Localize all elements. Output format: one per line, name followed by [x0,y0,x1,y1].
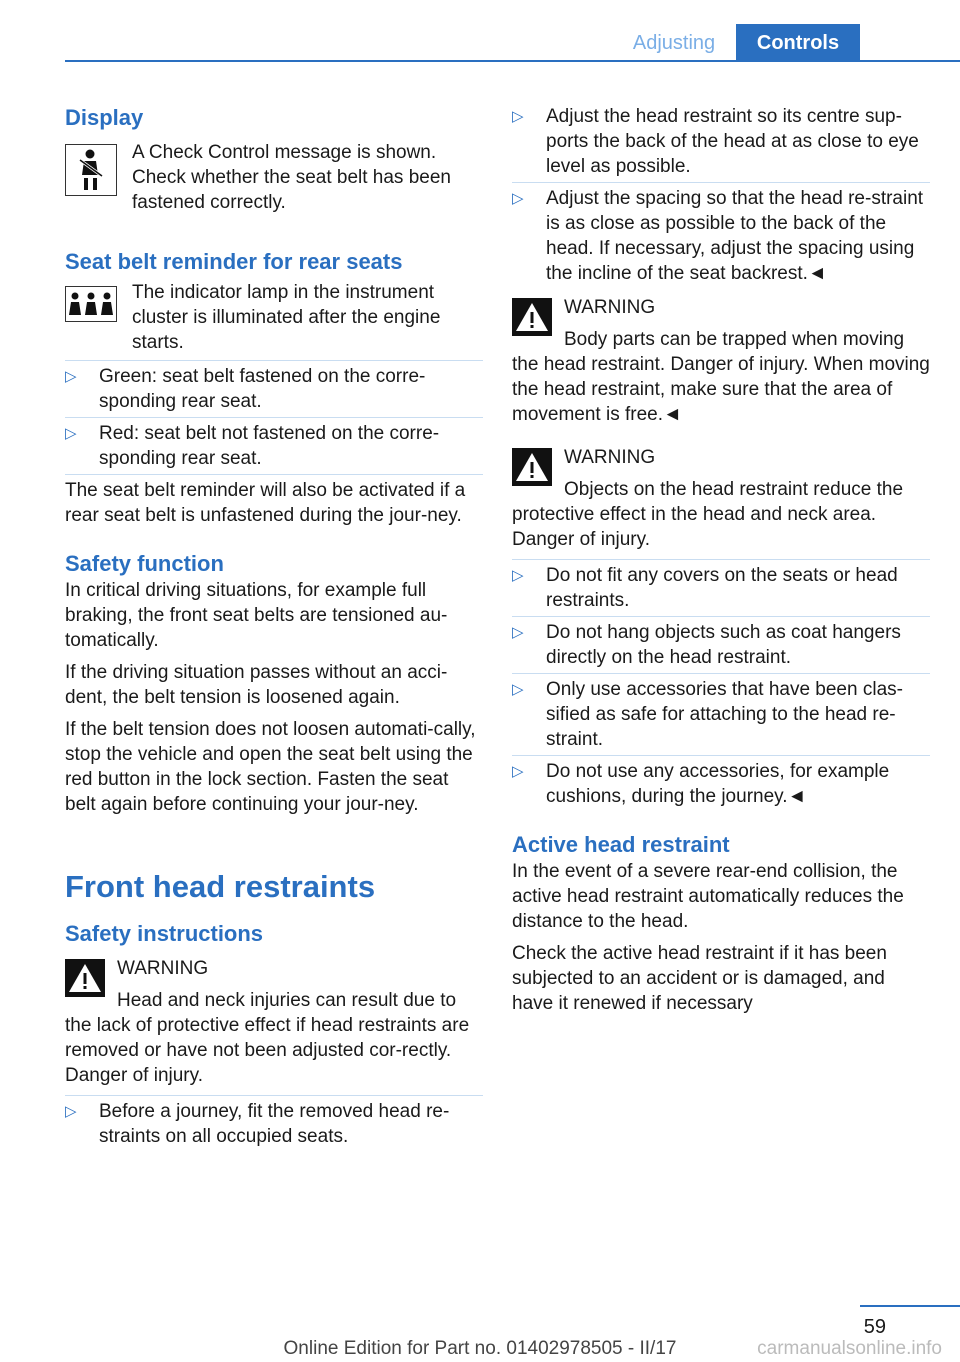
safety-paragraph-2: If the driving situation passes without an acci‐dent, the belt tension is loosened again. [65,662,448,708]
list-item: ▷ Do not fit any covers on the seats or head restraints. [512,563,930,613]
divider [512,673,930,674]
safety-paragraph-3: If the belt tension does not loosen automati‐cally, stop the vehicle and open the seat belt using the red button in the lock section. Fasten the seat belt again before continuing your jour‐ney. [65,719,476,815]
warning-triangle-icon [512,298,552,336]
covers-list [512,563,930,613]
page-number: 59 [863,1316,886,1338]
list-item: ▷ Only use accessories that have been clas‐sified as safe for attaching to the head re‐straint. [512,677,930,752]
rear-seat-heading: Seat belt reminder for rear seats [65,249,403,274]
safety-function-heading: Safety function [65,551,224,576]
footer-rule [860,1305,960,1307]
list-item: ▷ Red: seat belt not fastened on the corre‐sponding rear seat. [65,421,483,471]
warning-label: WARNING [564,297,656,318]
adjust-list-2 [512,186,930,286]
list-item: ▷ Adjust the head restraint so its centre sup‐ports the back of the head at as close to eye level as possible. [512,104,930,179]
hangers-list [512,620,930,670]
rear-paragraph: The seat belt reminder will also be activated if a rear seat belt is unfastened during the jour‐ney. [65,480,466,526]
rear-seatbelt-icon [65,286,117,322]
tab-controls[interactable]: Controls [736,24,860,62]
seatbelt-warning-icon [65,144,117,196]
edition-note: Online Edition for Part no. 01402978505 - II/17 [283,1338,677,1359]
active-paragraph-2: Check the active head restraint if it has been subjected to an accident or is damaged, and have it renewed if necessary [512,943,887,1014]
header-rule [65,60,960,62]
accessories-list [512,677,930,752]
safety-instructions-heading: Safety instructions [65,921,264,946]
divider [65,1095,483,1096]
rear-bullet-list [65,364,483,414]
warning-block-2 [512,445,930,552]
divider [512,559,930,560]
before-journey-list [65,1099,483,1149]
list-item: ▷ Adjust the spacing so that the head re‐straint is as close as possible to the back of the head. If necessary, adjust the spacing using the incline of the seat backrest.◄ [512,186,930,286]
watermark: carmanualsonline.info [757,1338,942,1359]
tab-adjusting[interactable]: Adjusting [632,32,716,54]
safety-paragraph-1: In critical driving situations, for example full braking, the front seat belts are tensioned au‐tomatically. [65,580,448,651]
warning-text: Head and neck injuries can result due to the lack of protective effect if head restraints are removed or have not been adjusted cor‐rectly. Danger of injury. [65,990,470,1086]
warning-label: WARNING [117,958,209,979]
display-row [65,140,483,215]
list-item: ▷ Before a journey, fit the removed head re‐straints on all occupied seats. [65,1099,483,1149]
divider [512,755,930,756]
divider [512,182,930,183]
list-item: ▷ Do not hang objects such as coat hangers directly on the head restraint. [512,620,930,670]
warning-block-1 [512,295,930,427]
active-head-restraint-heading: Active head restraint [512,832,730,857]
list-item: ▷ Green: seat belt fastened on the corre‐sponding rear seat. [65,364,483,414]
left-column [65,104,483,1149]
cushions-list [512,759,930,809]
front-head-restraints-heading: Front head restraints [65,869,376,904]
rear-bullet-list-2 [65,421,483,471]
warning-text: Objects on the head restraint reduce the protective effect in the head and neck area. Danger of injury. [512,479,904,550]
divider [65,417,483,418]
right-column [512,104,930,1016]
divider [65,360,483,361]
warning-triangle-icon [65,959,105,997]
list-item: ▷ Do not use any accessories, for example cushions, during the journey.◄ [512,759,930,809]
divider [65,474,483,475]
warning-label: WARNING [564,447,656,468]
rear-seat-text: The indicator lamp in the instrument cluster is illuminated after the engine starts. [132,282,441,353]
warning-triangle-icon [512,448,552,486]
adjust-list [512,104,930,179]
warning-block [65,956,483,1088]
rear-seat-row [65,280,483,355]
active-paragraph-1: In the event of a severe rear-end collision, the active head restraint automatically reduces the distance to the head. [512,861,904,932]
divider [512,616,930,617]
warning-text: Body parts can be trapped when moving the head restraint. Danger of injury. When moving the head restraint, make sure that the area of movement is free.◄ [512,329,930,425]
display-text: A Check Control message is shown. Check whether the seat belt has been fastened correctly. [132,142,451,213]
display-heading: Display [65,105,144,130]
